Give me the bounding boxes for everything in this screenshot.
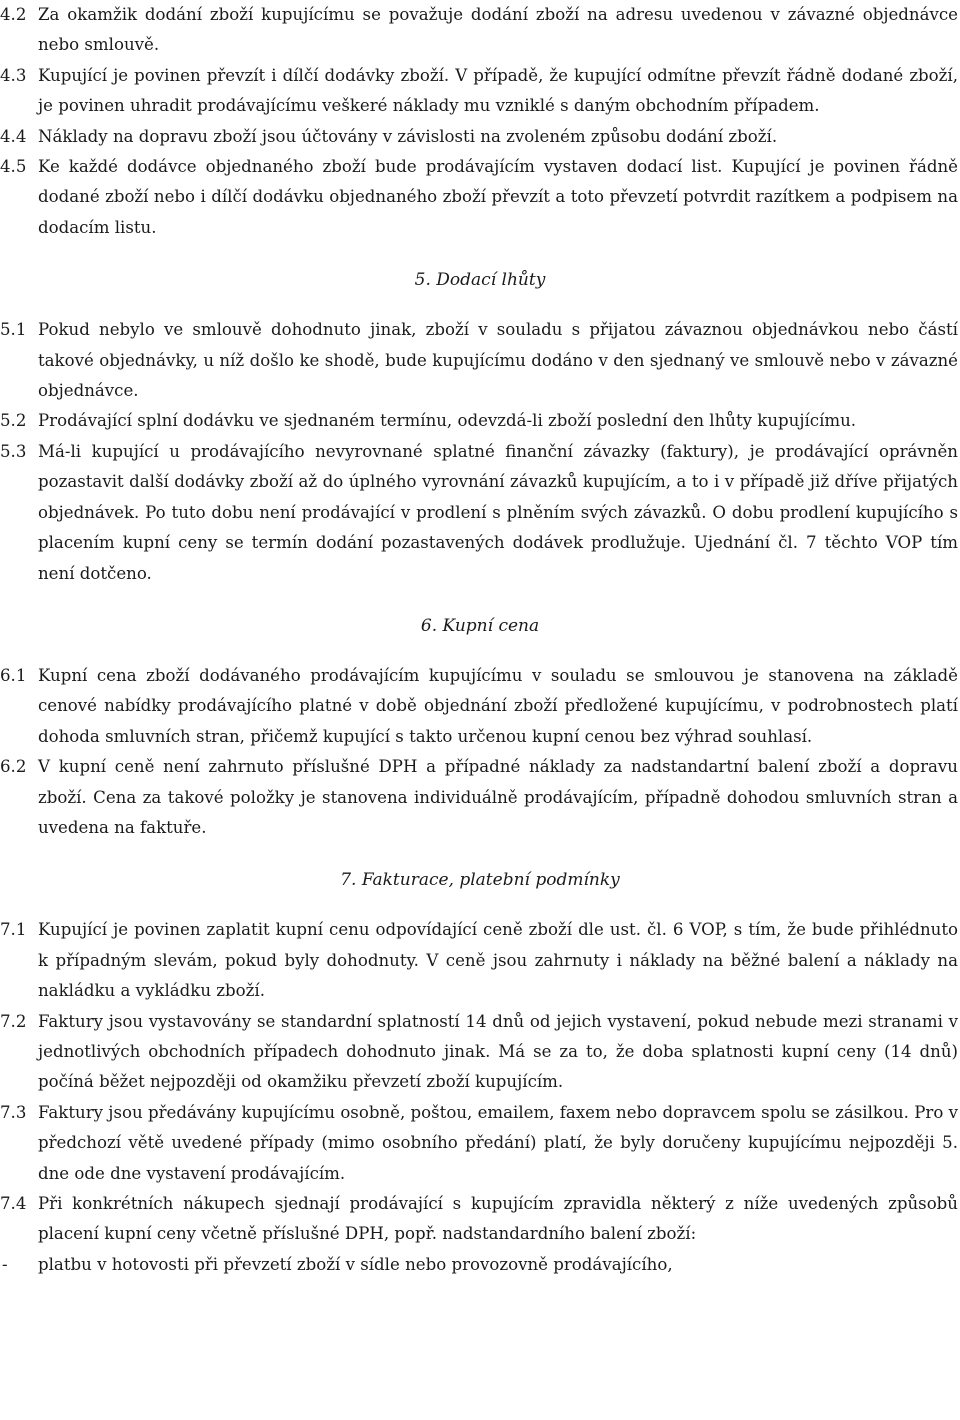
- clause-number: 4.4: [0, 126, 27, 146]
- clause-text: V kupní ceně není zahrnuto příslušné DPH a případné náklady za nadstandartní balení zboží a dopravu zboží. Cena za takové položky je stanovena individuálně prodávajícím, případně dohodou smluvních stran a uvedena na faktuře.: [38, 757, 958, 837]
- clause-text: Náklady na dopravu zboží jsou účtovány v závislosti na zvoleném způsobu dodání zboží.: [38, 126, 778, 146]
- payment-method-list-item: [0, 1250, 960, 1280]
- clause-4-2: [0, 0, 960, 61]
- bullet-text: platbu v hotovosti při převzetí zboží v sídle nebo provozovně prodávajícího,: [38, 1254, 673, 1274]
- clause-4-3: [0, 61, 960, 122]
- section-7-items: [0, 915, 960, 1279]
- clause-4-4: [0, 122, 960, 152]
- clause-4-5: [0, 152, 960, 243]
- section-4-items: [0, 0, 960, 243]
- clause-6-2: [0, 752, 960, 843]
- clause-number: 7.1: [0, 920, 27, 940]
- section-6-heading: 6. Kupní cena: [420, 615, 540, 636]
- clause-text: Za okamžik dodání zboží kupujícímu se považuje dodání zboží na adresu uvedenou v závazné objednávce nebo smlouvě.: [38, 5, 958, 55]
- clause-5-3: [0, 437, 960, 589]
- clause-6-1: [0, 661, 960, 752]
- clause-number: 4.2: [0, 5, 27, 24]
- clause-7-3: [0, 1098, 960, 1189]
- clause-number: 4.3: [0, 65, 27, 85]
- clause-text: Faktury jsou předávány kupujícímu osobně, poštou, emailem, faxem nebo dopravcem spolu se zásilkou. Pro v předchozí větě uvedené případy (mimo osobního předání) platí, že byly doručeny kupujícímu nejpozději 5. dne ode dne vystavení prodávajícím.: [38, 1102, 958, 1183]
- section-7-heading: 7. Fakturace, platební podmínky: [340, 870, 620, 891]
- clause-number: 5.1: [0, 320, 27, 340]
- clause-5-1: [0, 315, 960, 406]
- clause-text: Má-li kupující u prodávajícího nevyrovnané splatné finanční závazky (faktury), je prodávající oprávněn pozastavit další dodávky zboží až do úplného vyrovnání závazků kupujícím, a to i v případě již dříve přijatých objednávek. Po tuto dobu není prodávající v prodlení s plněním svých závazků. O dobu prodlení kupujícího s placením kupní ceny se termín dodání pozastavených dodávek prodlužuje. Ujednání čl. 7 těchto VOP tím není dotčeno.: [38, 441, 958, 583]
- clause-7-4: [0, 1189, 960, 1250]
- clause-5-2: [0, 406, 960, 436]
- bullet-dash: -: [2, 1254, 8, 1274]
- clause-number: 6.2: [0, 757, 27, 777]
- clause-number: 7.2: [0, 1011, 27, 1031]
- section-5-items: [0, 315, 960, 589]
- clause-number: 5.3: [0, 441, 27, 461]
- clause-7-1: [0, 915, 960, 1006]
- clause-text: Kupující je povinen převzít i dílčí dodávky zboží. V případě, že kupující odmítne převzít řádně dodané zboží, je povinen uhradit prodávajícímu veškeré náklady mu vzniklé s daným obchodním případem.: [38, 65, 958, 116]
- clause-text: Prodávající splní dodávku ve sjednaném termínu, odevzdá-li zboží poslední den lhůty kupujícímu.: [38, 411, 857, 431]
- clause-number: 4.5: [0, 157, 27, 177]
- section-6-items: [0, 661, 960, 843]
- clause-text: Ke každé dodávce objednaného zboží bude prodávajícím vystaven dodací list. Kupující je povinen řádně dodané zboží nebo i dílčí dodávku objednaného zboží převzít a toto převzetí potvrdit razítkem a podpisem na dodacím listu.: [38, 157, 958, 237]
- clause-text: Kupující je povinen zaplatit kupní cenu odpovídající ceně zboží dle ust. čl. 6 VOP, s tím, že bude přihlédnuto k případným slevám, pokud byly dohodnuty. V ceně jsou zahrnuty i náklady na běžné balení a náklady na nakládku a vykládku zboží.: [38, 920, 958, 1001]
- section-5-heading: 5. Dodací lhůty: [414, 270, 546, 291]
- clause-number: 7.4: [0, 1194, 27, 1213]
- clause-number: 7.3: [0, 1102, 27, 1122]
- clause-text: Faktury jsou vystavovány se standardní splatností 14 dnů od jejich vystavení, pokud nebude mezi stranami v jednotlivých obchodních případech dohodnuto jinak. Má se za to, že doba splatnosti kupní ceny (14 dnů) počíná běžet nejpozději od okamžiku převzetí zboží kupujícím.: [38, 1011, 958, 1092]
- clause-number: 6.1: [0, 665, 27, 685]
- clause-number: 5.2: [0, 411, 27, 431]
- clause-text: Pokud nebylo ve smlouvě dohodnuto jinak, zboží v souladu s přijatou závaznou objednávkou nebo částí takové objednávky, u níž došlo ke shodě, bude kupujícímu dodáno v den sjednaný ve smlouvě nebo v závazné objednávce.: [38, 320, 958, 401]
- clause-7-2: [0, 1007, 960, 1098]
- clause-text: Kupní cena zboží dodávaného prodávajícím kupujícímu v souladu se smlouvou je stanovena na základě cenové nabídky prodávajícího platné v době objednání zboží předložené kupujícímu, v podrobnostech platí dohoda smluvních stran, přičemž kupující s takto určenou kupní cenou bez výhrad souhlasí.: [38, 665, 958, 746]
- clause-text: Při konkrétních nákupech sjednají prodávající s kupujícím zpravidla některý z níže uvedených způsobů placení kupní ceny včetně příslušné DPH, popř. nadstandardního balení zboží:: [38, 1194, 958, 1244]
